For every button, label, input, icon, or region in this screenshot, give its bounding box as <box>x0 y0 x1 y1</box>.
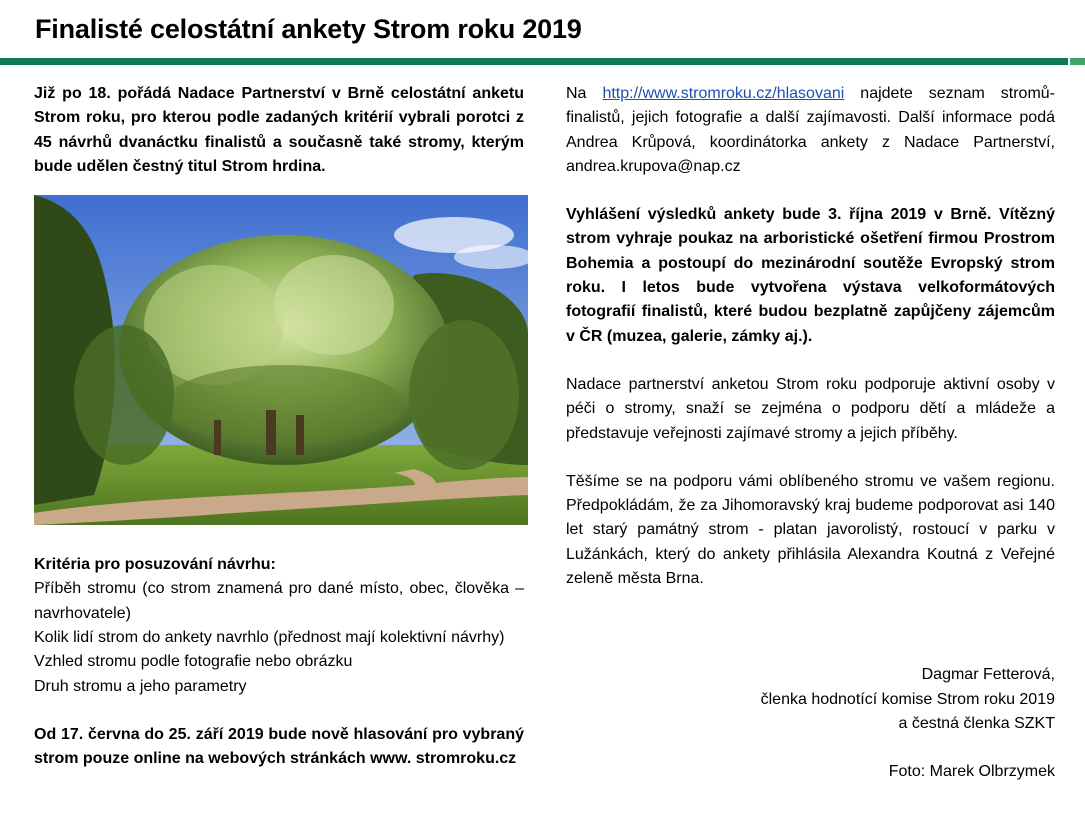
left-column <box>34 82 524 772</box>
signature <box>566 663 1055 736</box>
tree-photo-image <box>34 195 528 525</box>
foundation-paragraph: Nadace partnerství anketou Strom roku podporuje aktivní osoby v péči o stromy, snaží se zejména o podporu dětí a mládeže a představuje veřejnosti zajímavé stromy a jejich příběhy. <box>566 375 1055 442</box>
support-paragraph: Těšíme se na podporu vámi oblíbeného stromu ve vašem regionu. Předpokládám, že za Jihomoravský kraj budeme podporovat asi 140 let starý památný strom - platan javorolistý, rostoucí v parku v Lužánkách, který do ankety přihlásila Alexandra Koutná z Veřejné zeleně města Brna. <box>566 472 1055 588</box>
voting-note: Od 17. června do 25. září 2019 bude nově hlasování pro vybraný strom pouze online na webových stránkách www. stromroku.cz <box>34 725 524 768</box>
criteria-item: Příběh stromu (co strom znamená pro dané místo, obec, člověka – navrhovatele) <box>34 580 524 622</box>
signature-role: členka hodnotící komise Strom roku 2019 <box>760 690 1055 708</box>
criteria-heading: Kritéria pro posuzování návrhu: <box>34 556 276 574</box>
tree-photo <box>34 195 528 525</box>
intro-paragraph: Již po 18. pořádá Nadace Partnerství v Brně celostátní anketu Strom roku, pro kterou podle zadaných kritérií vybrali porotci z 45 návrhů dvanáctku finalistů a současně také stromy, kterým bude udělen čestný titul Strom hrdina. <box>34 85 524 175</box>
signature-role2: a čestná členka SZKT <box>898 714 1055 732</box>
page-title: Finalisté celostátní ankety Strom roku 2019 <box>35 14 582 44</box>
right-column <box>566 82 1055 785</box>
info-prefix: Na <box>566 85 603 102</box>
results-paragraph: Vyhlášení výsledků ankety bude 3. října 2019 v Brně. Vítězný strom vyhraje poukaz na arboristické ošetření firmou Prostrom Bohemia a postoupí do mezinárodní soutěže Evropský strom roku. I letos bude vytvořena výstava velkoformátových fotografií finalistů, které budou bezplatně zapůjčeny zájemcům v ČR (muzea, galerie, zámky aj.). <box>566 206 1055 345</box>
info-rest: najdete seznam stromů-finalistů, jejich fotografie a další zajímavosti. Další informace podá Andrea Krůpová, koordinátorka ankety z Nadace Partnerství, andrea.krupova@nap.cz <box>566 85 1055 175</box>
criteria-item: Druh stromu a jeho parametry <box>34 677 247 695</box>
photo-credit: Foto: Marek Olbrzymek <box>888 763 1055 781</box>
header-divider-accent <box>1070 58 1085 65</box>
criteria-item: Vzhled stromu podle fotografie nebo obrázku <box>34 653 353 671</box>
criteria-item: Kolik lidí strom do ankety navrhlo (přednost mají kolektivní návrhy) <box>34 629 505 647</box>
header-divider <box>0 58 1068 65</box>
signature-name: Dagmar Fetterová, <box>921 666 1055 684</box>
voting-link[interactable]: http://www.stromroku.cz/hlasovani <box>602 85 845 102</box>
info-paragraph <box>566 82 1055 179</box>
criteria-section <box>34 553 524 699</box>
